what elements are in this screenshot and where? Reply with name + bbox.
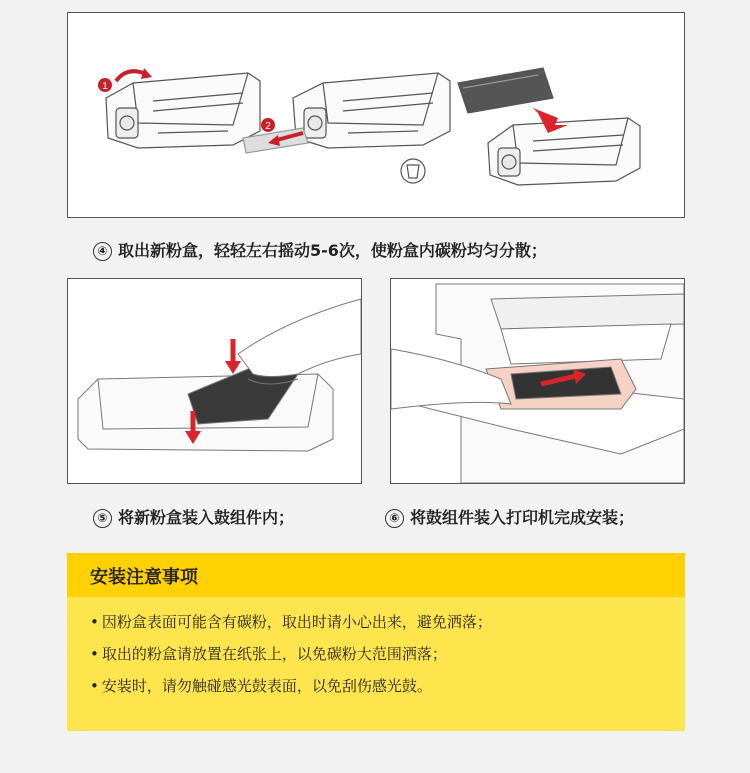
note-text: 安装时，请勿触碰感光鼓表面，以免刮伤感光鼓。 xyxy=(101,677,432,695)
step-4-caption xyxy=(93,238,547,261)
notes-title: 安装注意事项 xyxy=(90,567,198,588)
notes-list xyxy=(90,613,492,709)
recycle-bin-icon xyxy=(401,159,425,183)
list-item xyxy=(90,677,492,709)
bullet: • xyxy=(90,677,99,695)
cartridge-drawing-3 xyxy=(488,118,640,185)
step-6-number: ⑥ xyxy=(385,509,404,528)
cover-drawing xyxy=(458,68,553,113)
bullet: • xyxy=(90,613,99,631)
step-5-caption xyxy=(93,505,294,528)
illustration-insert-cartridge xyxy=(67,278,362,484)
hand-drawing xyxy=(238,299,361,377)
step-6-caption xyxy=(385,505,634,528)
bullet: • xyxy=(90,645,99,663)
list-item xyxy=(90,645,492,677)
step-4-text: 取出新粉盒，轻轻左右摇动5-6次，使粉盒内碳粉均匀分散； xyxy=(118,241,547,260)
notes-header xyxy=(67,553,685,597)
step-5-text: 将新粉盒装入鼓组件内； xyxy=(118,508,295,527)
step-4-number: ④ xyxy=(93,242,112,261)
note-text: 取出的粉盒请放置在纸张上，以免碳粉大范围洒落； xyxy=(101,645,447,663)
step-6-text: 将鼓组件装入打印机完成安装； xyxy=(410,508,635,527)
installation-notes xyxy=(67,553,685,731)
badge-2-text: 2 xyxy=(265,121,271,132)
illustration-unpack-cartridge xyxy=(67,12,685,218)
note-text: 因粉盒表面可能含有碳粉，取出时请小心出来，避免洒落； xyxy=(101,613,492,631)
badge-1-text: 1 xyxy=(102,81,108,92)
list-item xyxy=(90,613,492,645)
cartridge-drawing-1 xyxy=(106,73,260,148)
cartridge-drawing-2 xyxy=(293,73,450,148)
step-5-number: ⑤ xyxy=(93,509,112,528)
down-arrow-icon-1 xyxy=(225,361,241,374)
illustration-install-drum xyxy=(390,278,685,484)
